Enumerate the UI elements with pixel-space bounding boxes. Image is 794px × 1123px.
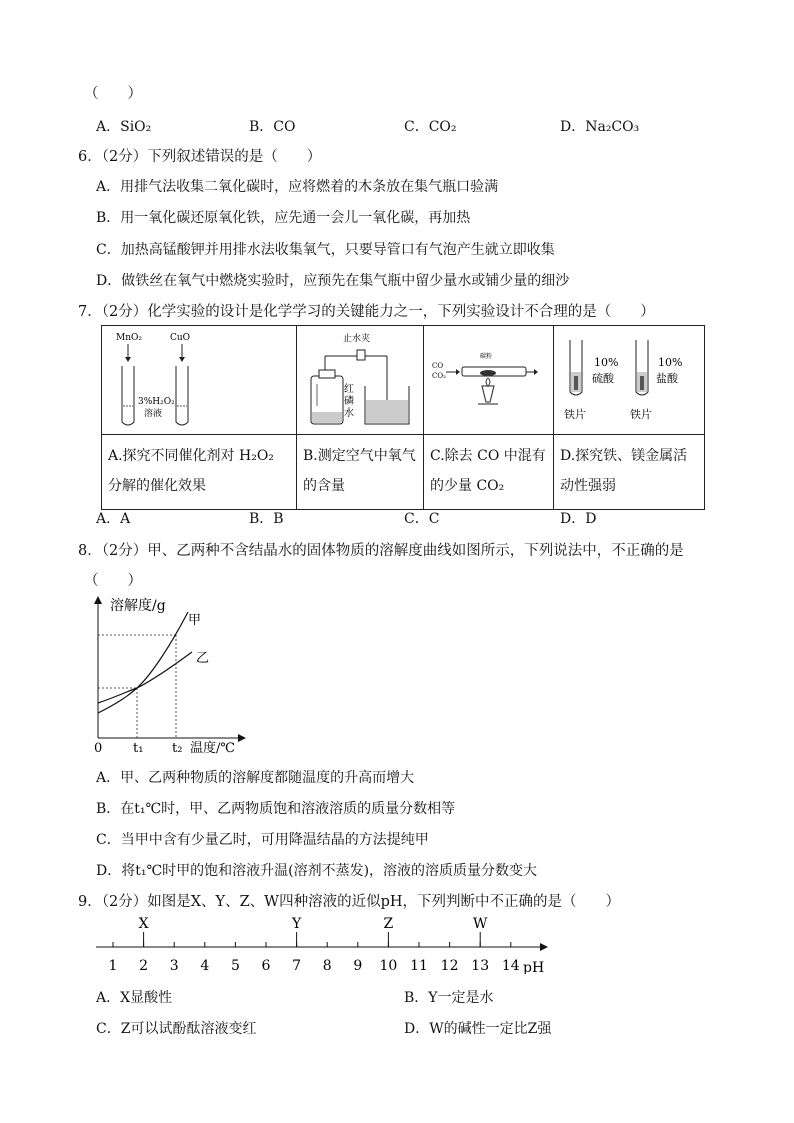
q7-option-a[interactable]: A．A (96, 511, 131, 527)
fig-a-label-cuo: CuO (170, 333, 191, 343)
q5-option-d[interactable]: D．Na₂CO₃ (560, 119, 640, 135)
ph-tick-label: 8 (322, 958, 332, 974)
fig-c-gas2: CO₂ (432, 372, 446, 380)
fig-c-powder: 碳粉 (480, 353, 493, 360)
q6-option-a[interactable]: A．用排气法收集二氧化碳时，应将燃着的木条放在集气瓶口验满 (96, 179, 499, 195)
q7-option-d[interactable]: D．D (560, 511, 597, 527)
ph-tick-label: 6 (261, 958, 271, 974)
q7-option-c[interactable]: C．C (404, 511, 440, 527)
experiment-table (101, 325, 705, 510)
q6-option-b[interactable]: B．用一氧化碳还原氧化铁，应先通一会儿一氧化碳，再加热 (96, 210, 471, 226)
label-yi: 乙 (196, 651, 210, 666)
ph-unit-label: pH (523, 960, 545, 974)
oxygen-content-apparatus-figure (297, 326, 423, 430)
q9-option-d[interactable]: D．W的碱性一定比Z强 (404, 1021, 552, 1037)
q8-option-c[interactable]: C．当甲中含有少量乙时，可用降温结晶的方法提纯甲 (96, 832, 429, 848)
fig-b-clamp-label: 止水夹 (343, 334, 371, 344)
fig-d-conc1: 10% (594, 356, 619, 369)
q7-option-b[interactable]: B．B (249, 511, 284, 527)
caption-d: D.探究铁、镁金属活动性强弱 (554, 435, 705, 510)
ph-tick-label: 10 (379, 958, 398, 974)
q5-option-b[interactable]: B．CO (249, 119, 296, 135)
ph-tick-label: 1 (108, 958, 118, 974)
q7-stem: 7．（2分）化学实验的设计是化学学习的关键能力之一，下列实验设计不合理的是（ ） (78, 304, 655, 320)
solubility-curve-figure (88, 590, 258, 760)
fig-d-metal1: 铁片 (564, 408, 586, 421)
y-axis-label: 溶解度/g (110, 598, 166, 614)
ph-tick-label: 11 (410, 958, 428, 974)
ph-tick-label: 13 (471, 958, 490, 974)
ph-tick-label: 3 (169, 958, 179, 974)
co-purification-figure (424, 326, 553, 430)
ph-tick-label: 14 (501, 958, 520, 974)
q6-option-d[interactable]: D．做铁丝在氧气中燃烧实验时，应预先在集气瓶中留少量水或铺少量的细沙 (96, 273, 570, 289)
figure-c-cell (424, 326, 554, 435)
t2-label: t₂ (172, 741, 183, 756)
figure-a-cell (102, 326, 297, 435)
q9-option-b[interactable]: B．Y一定是水 (404, 990, 494, 1006)
caption-b: B.测定空气中氧气的含量 (297, 435, 424, 510)
fig-c-gas1: CO (432, 362, 444, 370)
caption-a: A.探究不同催化剂对 H₂O₂ 分解的催化效果 (102, 435, 297, 510)
fig-a-liquid2: 溶液 (144, 409, 163, 419)
q5-option-c[interactable]: C．CO₂ (404, 119, 457, 135)
q9-option-a[interactable]: A．X显酸性 (96, 990, 173, 1006)
fig-a-liquid: 3%H₂O₂ (138, 397, 175, 407)
t1-label: t₁ (133, 741, 144, 756)
fig-a-label-mno2: MnO₂ (116, 333, 142, 343)
fig-d-metal2: 铁片 (630, 408, 652, 421)
label-jia: 甲 (188, 613, 202, 628)
ph-tick-label: 12 (440, 958, 459, 974)
fig-d-acid1: 硫酸 (592, 372, 614, 385)
q5-paren: （ ） (84, 86, 142, 102)
q6-option-c[interactable]: C．加热高锰酸钾并用排水法收集氧气，只要导管口有气泡产生就立即收集 (96, 242, 555, 258)
caption-c: C.除去 CO 中混有的少量 CO₂ (424, 435, 554, 510)
ph-tick-label: 5 (230, 958, 240, 974)
origin-label: 0 (94, 741, 103, 756)
fig-b-p1: 红 (344, 384, 354, 395)
q8-option-a[interactable]: A．甲、乙两种物质的溶解度都随温度的升高而增大 (96, 770, 415, 786)
q8-option-d[interactable]: D．将t₁℃时甲的饱和溶液升温(溶剂不蒸发)，溶液的溶质质量分数变大 (96, 863, 538, 879)
fig-d-conc2: 10% (658, 356, 683, 369)
ph-marker-label: X (138, 916, 149, 932)
ph-tick-label: 2 (139, 958, 149, 974)
ph-marker-label: W (473, 916, 488, 932)
metal-activity-figure (554, 326, 704, 430)
q5-option-a[interactable]: A．SiO₂ (96, 119, 152, 135)
ph-tick-label: 7 (292, 958, 302, 974)
ph-tick-label: 9 (353, 958, 363, 974)
fig-b-p2: 磷 (344, 396, 354, 407)
ph-tick-label: 4 (200, 958, 210, 974)
q8-stem: 8．（2分）甲、乙两种不含结晶水的固体物质的溶解度曲线如图所示，下列说法中，不正确的是 (78, 543, 684, 559)
q8-paren: （ ） (84, 573, 142, 589)
figure-b-cell (297, 326, 424, 435)
q9-option-c[interactable]: C．Z可以试酚酞溶液变红 (96, 1021, 257, 1037)
figure-d-cell (554, 326, 705, 435)
ph-marker-label: Y (291, 916, 302, 932)
ph-marker-label: Z (383, 916, 394, 932)
q9-stem: 9．（2分）如图是X、Y、Z、W四种溶液的近似pH，下列判断中不正确的是（ ） (78, 894, 620, 910)
catalyst-test-tubes-figure (102, 326, 296, 430)
ph-scale-figure (90, 912, 560, 974)
q8-option-b[interactable]: B．在t₁℃时，甲、乙两物质饱和溶液溶质的质量分数相等 (96, 801, 456, 817)
fig-b-p3: 水 (344, 408, 354, 419)
q6-stem: 6．（2分）下列叙述错误的是（ ） (78, 149, 322, 165)
curve-yi (98, 652, 192, 703)
fig-d-acid2: 盐酸 (656, 372, 678, 385)
x-axis-label: 温度/℃ (190, 741, 235, 756)
